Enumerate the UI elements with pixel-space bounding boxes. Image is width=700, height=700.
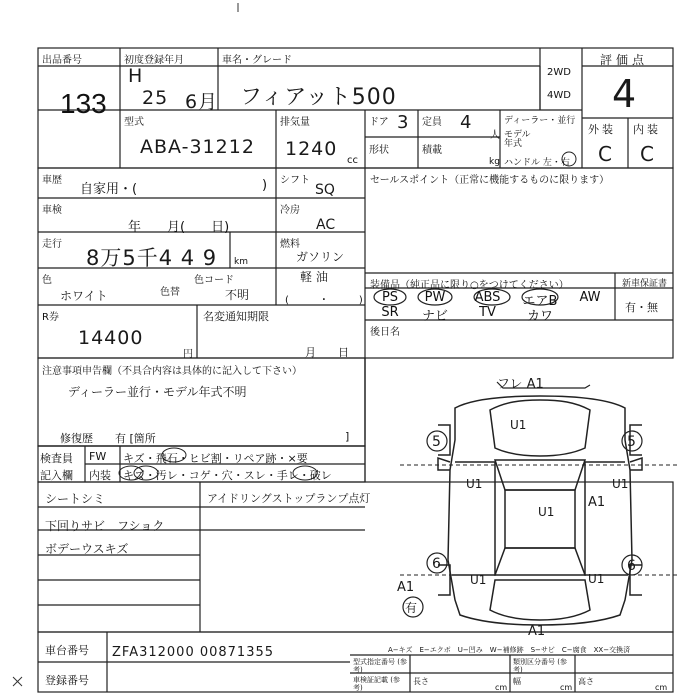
exterior-grade: C (598, 142, 612, 166)
equipment-item: PW (424, 290, 446, 305)
sales-point-label: セールスポイント（正常に機能するものに限ります） (370, 175, 610, 186)
displacement-label: 排気量 (280, 117, 310, 128)
ac-value: AC (316, 217, 336, 233)
capacity-label: 定員 (422, 117, 442, 128)
color-code-paren: ( ・ ) (285, 295, 363, 306)
drive-4wd: 4WD (547, 90, 571, 101)
damage-mark: U1 (510, 418, 527, 432)
history-label: 車歴 (42, 175, 62, 186)
damage-mark: U1 (470, 573, 487, 587)
displacement: 1240 (285, 138, 338, 160)
shift-value: SQ (315, 182, 335, 198)
doors-label: ドア (369, 117, 389, 128)
model: ABA-31212 (140, 136, 255, 158)
length-cm: cm (495, 683, 508, 692)
free-note-top: アイドリングストップランプ点灯 (207, 492, 371, 505)
color-code: 不明 (225, 288, 250, 302)
mileage-label: 走行 (42, 239, 62, 250)
notes-value: ディーラー並行・モデル年式不明 (68, 385, 247, 399)
chassis-label: 車台番号 (45, 644, 89, 657)
inspection-value: 年 月( 日) (128, 220, 230, 235)
dimensions-label: 車検証記載 (参考) (353, 676, 400, 692)
equipment-item: SR (381, 305, 399, 320)
car-diagram (400, 382, 680, 625)
inspector-input-label: 記入欄 (40, 469, 73, 482)
doors: 3 (397, 112, 409, 133)
damage-mark: 6 (627, 558, 636, 574)
damage-mark: 5 (627, 434, 636, 450)
damage-mark: U1 (588, 572, 605, 586)
damage-mark: 5 (432, 434, 441, 450)
damage-mark: U1 (612, 477, 629, 491)
mileage: 8万5千4 4 9 (86, 246, 218, 270)
equipment-item: ABS (474, 290, 501, 305)
shape-label: 形状 (369, 145, 389, 156)
score: 4 (612, 72, 637, 116)
free-note-3: ボデーウスキズ (45, 542, 129, 556)
chassis-number: ZFA312000 00871355 (112, 645, 275, 660)
inspector-interior-label: 内装 (89, 469, 111, 482)
kg-unit: kg (489, 157, 500, 167)
reg-label: 登録番号 (45, 674, 89, 687)
capacity: 4 (460, 112, 472, 133)
fw-label: FW (89, 450, 107, 463)
color-code-label: 色コード (194, 275, 234, 286)
free-note-2: 下回りサビ フショク (45, 519, 165, 533)
color-change-label: 色替 (160, 287, 180, 298)
damage-mark: A1 (397, 580, 415, 595)
model-designation-label: 型式指定番号 (参考) (353, 658, 407, 674)
damage-mark: フレ A1 (497, 377, 544, 392)
inspector-label: 検査員 (40, 452, 73, 465)
damage-mark: 有 (405, 601, 418, 615)
era: H (128, 65, 144, 87)
yen-unit: 円 (183, 349, 193, 360)
length-label: 長さ (413, 677, 429, 686)
km-unit: km (234, 257, 248, 267)
lot-number-label: 出品番号 (42, 55, 82, 66)
equipment-item: TV (479, 305, 496, 320)
interior-label: 内装 (633, 123, 661, 136)
repair-label: 修復歴 有 [箇所 (60, 432, 156, 445)
interior-grade: C (640, 142, 654, 166)
model-year-label: モデル年式 (504, 130, 531, 149)
height-label: 高さ (578, 677, 594, 686)
history-value: 自家用・( (80, 182, 138, 197)
damage-mark: A1 (588, 495, 606, 510)
score-label: 評価点 (600, 53, 649, 67)
fuel-value: ガソリン (296, 250, 345, 264)
reg-year: 25 (142, 87, 169, 109)
light-oil: 軽 油 (300, 270, 328, 284)
width-label: 幅 (513, 677, 521, 686)
free-note-1: シートシミ (45, 492, 106, 506)
fuel-label: 燃料 (280, 239, 300, 250)
category-number-label: 類別区分番号 (参考) (513, 658, 567, 674)
equipment-item: カワ (526, 309, 553, 324)
drive-2wd: 2WD (547, 67, 571, 78)
rear-seat-label: 後日名 (370, 327, 400, 338)
equipment-row-2 (370, 305, 615, 324)
r-label: R券 (42, 312, 59, 323)
damage-mark: A1 (528, 624, 546, 639)
load-label: 積載 (422, 145, 442, 156)
fw-items: キズ・飛石・ヒビ割・リペア跡・×要 (123, 452, 308, 465)
color: ホワイト (60, 289, 108, 303)
damage-legend: A−キズ E−エクボ U−凹み W−補修跡 S−サビ C−腐食 XX−交換済 (388, 646, 631, 654)
car-name-label: 車名・グレード (222, 55, 292, 66)
exterior-label: 外装 (588, 123, 616, 136)
name-change-label: 名変通知期限 (203, 310, 269, 323)
shift-label: シフト (280, 175, 310, 186)
ac-label: 冷房 (280, 205, 300, 216)
interior-items: キズ・汚レ・コゲ・穴・スレ・手レ・破レ (123, 469, 332, 482)
warranty-value: 有・無 (625, 301, 658, 314)
repair-close: ] (345, 430, 350, 443)
equipment-item: AW (579, 290, 601, 305)
handle-label: ハンドル 左・右 (504, 158, 570, 168)
equipment-item: ナビ (421, 309, 448, 324)
reg-month: 6月 (185, 91, 219, 113)
equipment-item: エアB (522, 294, 558, 309)
damage-mark: 6 (432, 556, 441, 572)
dealer-label: ディーラー・並行 (504, 116, 576, 126)
lot-number: 133 (60, 88, 107, 119)
model-label: 型式 (124, 117, 144, 128)
cc-unit: cc (347, 155, 358, 166)
damage-mark: U1 (466, 477, 483, 491)
equipment-item: PS (381, 290, 399, 305)
color-label: 色 (42, 275, 52, 286)
warranty-label: 新車保証書 (622, 279, 668, 289)
name-change-value: 月 日 (305, 346, 349, 359)
width-cm: cm (560, 683, 573, 692)
damage-mark: U1 (538, 505, 555, 519)
notes-label: 注意事項申告欄（不具合内容は具体的に記入して下さい） (42, 366, 302, 377)
car-name: フィアット500 (240, 85, 397, 110)
r-value: 14400 (78, 327, 144, 349)
equipment-label: 装備品（純正品に限り○をつけてください） (370, 280, 569, 291)
history-close: ) (262, 178, 268, 193)
height-cm: cm (655, 683, 668, 692)
capacity-unit: 人 (490, 130, 500, 141)
inspection-label: 車検 (42, 205, 62, 216)
first-reg-label: 初度登録年月 (124, 55, 184, 66)
